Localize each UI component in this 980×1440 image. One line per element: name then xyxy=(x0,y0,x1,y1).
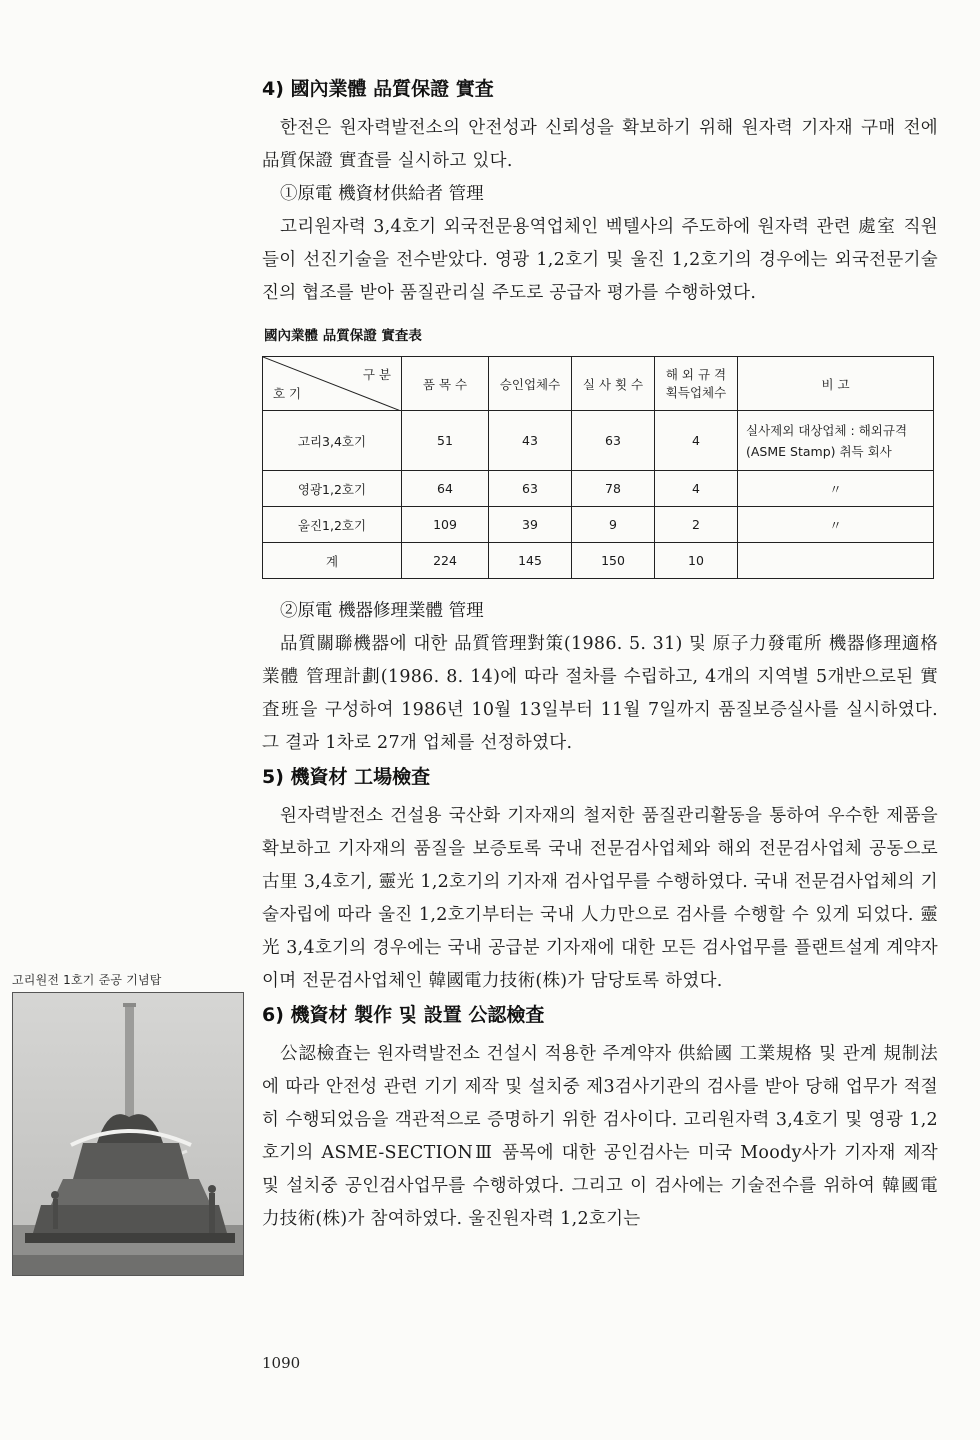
cell-remarks xyxy=(738,543,934,579)
item-2-title: ②原電 機器修理業體 管理 xyxy=(280,601,484,621)
cell-item-count: 64 xyxy=(402,471,489,507)
table-caption: 國內業體 品質保證 實査表 xyxy=(264,328,422,344)
row-name: 영광1,2호기 xyxy=(263,471,402,507)
main-text-column xyxy=(262,74,938,1236)
cell-approved-vendors: 145 xyxy=(489,543,572,579)
header-audit-count: 실 사 횟 수 xyxy=(572,357,655,411)
table-row xyxy=(263,471,934,507)
cell-approved-vendors: 43 xyxy=(489,411,572,471)
section-6-heading: 6) 機資材 製作 및 設置 公認檢査 xyxy=(262,1004,545,1026)
cell-audit-count: 150 xyxy=(572,543,655,579)
cell-audit-count: 9 xyxy=(572,507,655,543)
section-5-body: 원자력발전소 건설용 국산화 기자재의 철저한 품질관리활동을 통하여 우수한 제품을 확보하고 기자재의 품질을 보증토록 국내 전문검사업체와 해외 전문검사업체 공동으로 古里 3,4호기, 靈光 1,2호기의 기자재 검사업무를 수행하였다. 국내 전문검사업체의 기술자립에 따라 울진 1,2호기부터는 국내 人力만으로 검사를 수행할 수 있게 되었다. 靈光 3,4호기의 경우에는 국내 공급분 기자재에 대한 모든 검사업무를 플랜트설계 계약자이며 전문검사업체인 韓國電力技術(株)가 담당토록 하였다. xyxy=(262,806,938,991)
header-overseas-cert: 해 외 규 격 획득업체수 xyxy=(655,357,738,411)
photo-caption: 고리원전 1호기 준공 기념탑 xyxy=(12,973,162,987)
item-1-body: 고리원자력 3,4호기 외국전문용역업체인 벡텔사의 주도하에 원자력 관련 處室 직원들이 선진기술을 전수받았다. 영광 1,2호기 및 울진 1,2호기의 경우에는 외국전문기술진의 협조를 받아 품질관리실 주도로 공급자 평가를 수행하였다. xyxy=(262,217,938,303)
cell-item-count: 109 xyxy=(402,507,489,543)
cell-audit-count: 78 xyxy=(572,471,655,507)
cell-audit-count: 63 xyxy=(572,411,655,471)
qa-audit-table xyxy=(262,356,934,579)
table-row xyxy=(263,411,934,471)
item-2-body: 品質關聯機器에 대한 品質管理對策(1986. 5. 31) 및 原子力發電所 機器修理適格業體 管理計劃(1986. 8. 14)에 따라 절차를 수립하고, 4개의 지역별 5개반으로된 實査班을 구성하여 1986년 10월 13일부터 11월 7일까지 품질보증실사를 실시하였다. 그 결과 1차로 27개 업체를 선정하였다. xyxy=(262,634,938,753)
monument-photo xyxy=(12,992,244,1276)
row-name: 고리3,4호기 xyxy=(263,411,402,471)
cell-remarks: 〃 xyxy=(738,507,934,543)
item-1-title: ①原電 機資材供給者 管理 xyxy=(280,184,484,204)
header-item-count: 품 목 수 xyxy=(402,357,489,411)
table-corner-cell xyxy=(263,357,402,411)
table-total-row xyxy=(263,543,934,579)
monument-illustration xyxy=(13,993,243,1275)
cell-item-count: 224 xyxy=(402,543,489,579)
section-4-heading: 4) 國內業體 品質保證 實査 xyxy=(262,78,494,100)
cell-item-count: 51 xyxy=(402,411,489,471)
cell-overseas-cert: 2 xyxy=(655,507,738,543)
table-header-row xyxy=(263,357,934,411)
header-remarks: 비 고 xyxy=(738,357,934,411)
cell-remarks: 실사제외 대상업체 : 해외규격 (ASME Stamp) 취득 회사 xyxy=(738,411,934,471)
section-6-body: 公認檢査는 원자력발전소 건설시 적용한 주계약자 供給國 工業規格 및 관계 規制法에 따라 안전성 관련 기기 제작 및 설치중 제3검사기관의 검사를 받아 당해 업무가 적절히 수행되었음을 객관적으로 증명하기 위한 검사이다. 고리원자력 3,4호기 및 영광 1,2호기의 ASME-SECTIONⅢ 품목에 대한 공인검사는 미국 Moody사가 기자재 제작 및 설치중 공인검사업무를 수행하였다. 그리고 이 검사에는 기술전수를 위하여 韓國電力技術(株)가 참여하였다. 울진원자력 1,2호기는 xyxy=(262,1044,938,1229)
corner-top-label: 구 분 xyxy=(362,367,391,382)
section-4-intro: 한전은 원자력발전소의 안전성과 신뢰성을 확보하기 위해 원자력 기자재 구매 전에 品質保證 實査를 실시하고 있다. xyxy=(262,118,938,171)
cell-approved-vendors: 39 xyxy=(489,507,572,543)
corner-bottom-label: 호 기 xyxy=(273,386,302,401)
row-name: 울진1,2호기 xyxy=(263,507,402,543)
cell-overseas-cert: 4 xyxy=(655,471,738,507)
cell-overseas-cert: 10 xyxy=(655,543,738,579)
cell-approved-vendors: 63 xyxy=(489,471,572,507)
row-name: 계 xyxy=(263,543,402,579)
cell-remarks: 〃 xyxy=(738,471,934,507)
cell-overseas-cert: 4 xyxy=(655,411,738,471)
section-5-heading: 5) 機資材 工場檢査 xyxy=(262,766,431,788)
header-approved-vendors: 승인업체수 xyxy=(489,357,572,411)
table-row xyxy=(263,507,934,543)
page-number: 1090 xyxy=(262,1354,301,1372)
